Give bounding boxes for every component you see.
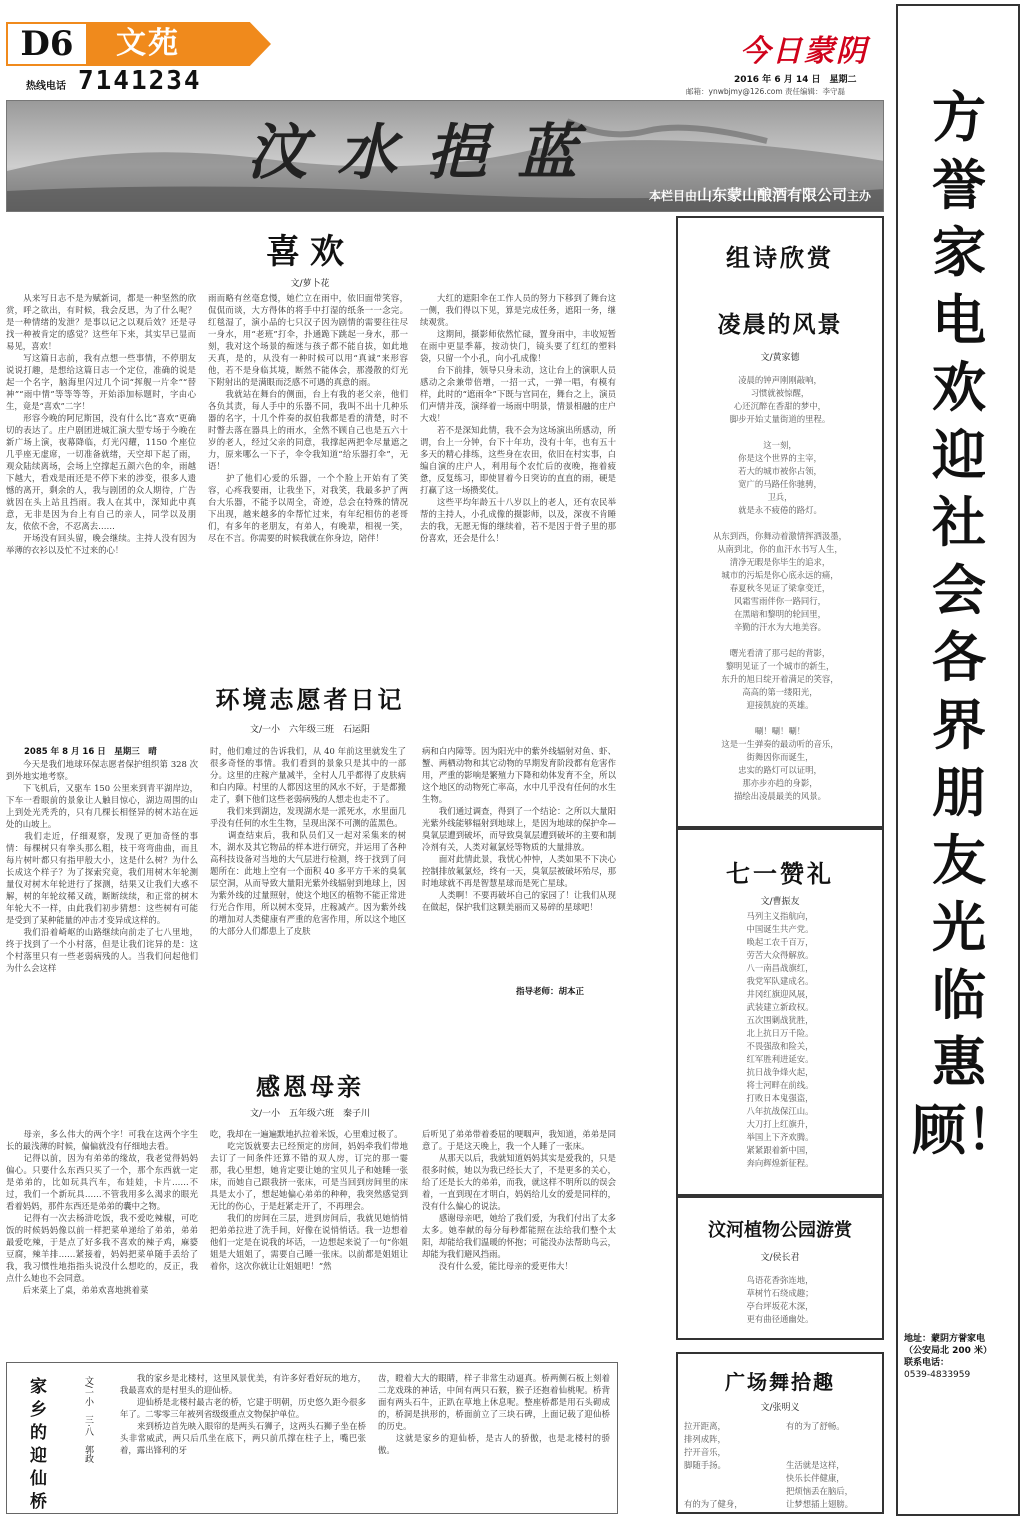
poem3-text: 鸟语花香弥连地， 草树竹石绕成趣； 亭台坪坂花木深， 更有曲径通幽处。	[746, 1275, 814, 1324]
poem4-byline: 文/张明义	[760, 1403, 800, 1413]
article2-column-3: 病和白内障等。因为阳光中的紫外线辐射对鱼、虾、蟹、两栖动物和其它动物的早期发育阶段都有危害作用，严重的影响是繁殖力下降和幼体发育不全，所以这个地区的动物死亡率高，水中几乎没有任何的水生生物。 我们通过调查，得到了一个结论：之所以大量阳光紫外线能够辐射到地球上，是因为地球的保护伞—臭氧层遭到破坏，而导致臭氧层遭到破坏的主要和制冷剂有关，人类对氟氯烃等物质的大量排放。 面对此情此景，我忧心忡忡，人类如果不下决心控制排放氟氯烃，终有一天，臭氧层被破坏殆尽，那时地球就不再是智慧星球而是死亡星球。 人类啊！不要再破坏自己的家园了！让我们从现在做起，保护我们这颗美丽而又易碎的星球吧！	[422, 746, 616, 912]
poem3-byline: 文/侯长君	[760, 1253, 800, 1263]
page-code: D6	[6, 22, 88, 66]
ad-address-label: 地址：	[904, 1334, 932, 1344]
article3-column-2: 吃，我却在一遍遍默地扒拉着米饭，心里难过极了。 吃完饭就要去已经预定的房间，妈妈牵我们带地去订了一间条件还算不错的双人房，订完的那一霎那，我心里想，她肯定要让她的宝贝儿子和她睡一张床，而她自己跟我挤一张床，可是当回到房间里的床具是太小了，想起她偏心弟弟的种种，我突然感觉到无比的伤心，于是赶紧走开了，不再理会。 我们的房间在三层，进到房间后，我就见她悄悄把弟弟拉进了洗手间，好像在说悄悄话。我一边想着他们一定是在说我的坏话，一边想起来说了一句“你姐姐是大姐姐了，需要自己睡一张床。以前都是姐姐让着你，这次你就让让姐姐吧！”然	[210, 1129, 408, 1271]
article1-column-2: 雨而略有丝毫怠慢，她伫立在雨中，依旧面带笑容，侃侃而谈，大方得体的将手中打湿的纸条一一念完。红毯湿了，演小品的七只汉子因为剧情的需要往往尽一身水，用“老班”打伞，扑通跪下跳起一身水，那一刻，我对这个场景的痴迷与孩子都不能自拔，如此地天真，是的，从没有一种时候可以用“真诚”来形容他，若不是身临其境，断然不能体会，那漫散的灯光下附射出的是满眼而泛感不可遇的真意的雨。 我就站在舞台的侧面，台上有我的老父亲，他们各负其责，每人手中的乐器不同，我叫不出十几种乐器的名字，十几个件奏的叔伯我都是看的清楚，时不时瞥去落在器具上的雨水，全然不顾自己也是五六十岁的老人，经过父亲的同意，我撑起两把伞尽量遮之力，原来哪么一下子，伞令我知道“给乐器打伞”，无语！ 护了他们心爱的乐器，一个个脸上开始有了笑容，心疼我要雨，让我坐下，对我笑，我最多护了两台大乐器，不能予以周全，奇迹，总会在特殊的情况下出现，越来越多的伞帮忙过来，有年纪相仿的老哥们，有多年的老朋友，有弟人，有晚辈，相视一笑，尽在不言。你需要的时候我就在你身边，陪伴！	[208, 293, 408, 543]
article4-byline: 文/一小 三·八 郭政	[83, 1376, 93, 1463]
paper-logo: 今日蒙阴	[740, 34, 868, 69]
article1-column-3: 大红的遮阳伞在工作人员的努力下移到了舞台这一侧，我们得以下见，算是完成任务，遮阳一务，继续观赏。 这期间，摄影师依然忙碌，置身雨中，丰收短暂在雨中更显季幕，按动快门，镜头要了红红的塑料袋，只留一个小孔，向小孔成像！ 台下前排，领导只身未动，这让台上的演职人员感动之余兼带倍增，一招一式，一弹一唱，有模有样，此时的“遮雨伞”下既与宫同在，舞台之上，演员们声情并茂，演绎着一场雨中明景，情景相融的庄户大戏！ 若不是深知此情，我不会为这场演出所感动，所谓，台上一分钟，台下十年功，没有十年，也有五十多天的精心排练，这些身在农田，依旧在村实事，白编自演的庄户人，利用每个农忙后的夜晚，拖着疲惫，反复练习，即使冒着今日突访的直直的雨，硬是打赢了这一场攒奖仗。 这些平均年龄五十八岁以上的老人，还有农民举帮的主持人，小孔成像的摄影师，以及，深夜不肯睡去的我，无愿无悔的继续着，若不是因于骨子里的那份喜欢，还会是什么！	[420, 293, 616, 543]
ad-phone: 0539-4833959	[904, 1370, 971, 1380]
poem1-text: 凌晨的钟声刚刚敲响， 习惯就被惊醒， 心还沉醉在香甜的梦中， 脚步开始丈量街道的里程。 这一刻， 你是这个世界的主宰， 若大的城市被你占领， 宽广的马路任你驰骋， 卫兵， 就是永不疲倦的路灯。 从东到西，你舞动着激情挥洒汲墨， 从南到北，你的血汗水书写人生， 清净无暇是你毕生的追求， 城市的污垢是你心底永远的痛， 春夏秋冬见证了梁拿变迁， 风霜雪雨伴你一路同行， 在黑暗和黎明的轮回里， 辛勤的汗水为大地美容。 曙光看清了那弓起的背影， 黎明见证了一个城市的新生， 东升的旭日绽开着满足的笑容， 高高的第一缕阳光， 迎接凯旋的英雄。 唰！唰！唰！ 这是一生弹奏的最动听的音乐， 街舞因你而诞生， 忠实的路灯可以证明， 那亦步亦趋的身影， 描绘出凌晨最美的风景。	[713, 375, 847, 801]
ad-slogan: 方誉家电欢迎社会各界朋友光临惠顾！	[912, 85, 1020, 1162]
section-name: 文苑	[116, 26, 180, 61]
article3-byline: 文/一小 五年级六班 秦子川	[249, 1109, 371, 1119]
ad-contact	[904, 1333, 1016, 1381]
poem4-right: 有的为了舒畅。 生活就是这样， 快乐长伴健康， 把烦恼丢在脑后， 让梦想插上翅膀。	[786, 1421, 853, 1509]
ad-phone-label: 联系电话：	[904, 1358, 950, 1368]
banner-sponsor	[649, 184, 871, 205]
article4-column-2: 齿，瞪着大大的眼睛，样子非常生动逼真。桥两侧石板上刻着二龙戏珠的神话，中间有两只石猴，猴子还抱着仙桃呢。桥背面有两头石牛，正趴在草地上休息呢。整座桥都是用石头砌成的，桥洞是拱形的，桥面前立了三块石碑，上面记载了迎仙桥的历史。 这就是家乡的迎仙桥，是古人的骄傲，也是北楼村的骄傲。	[378, 1373, 610, 1455]
article2-teacher: 指导老师：胡本正	[516, 987, 585, 997]
poem3-title: 汶河植物公园游赏	[708, 1220, 852, 1241]
poem1-byline: 文/黄家德	[760, 353, 800, 363]
article2-byline: 文/一小 六年级三班 石运阳	[249, 725, 371, 735]
hotline-number: 7141234	[78, 66, 202, 96]
article3-title: 感恩母亲	[256, 1072, 364, 1101]
article4-title: 家乡的迎仙桥	[30, 1377, 47, 1512]
poem4-title: 广场舞拾趣	[725, 1370, 835, 1394]
hotline-label: 热线电话	[26, 81, 66, 92]
poem2-byline: 文/曹振友	[760, 897, 800, 907]
ad-address-value: 蒙阴方誉家电	[931, 1334, 986, 1344]
sponsor-prefix: 本栏目由	[648, 189, 697, 203]
article2-column-2: 时，他们难过的告诉我们，从 40 年前这里就发生了很多奇怪的事情。我们看到的景象只是其中的一部分。这里的庄稼产量减半，全村人几乎都得了皮肤病和白内障。村里的人都因这里的风水不好，于是都搬走了，剩下他们这些老弱病残的人想走也走不了。 我们来到湖边，发现湖水是一派死水，水里面几乎没有任何的水生生物，呈现出深不可测的蓝黑色。 调查结束后，我和队员们又一起对采集来的树木，湖水及其它物品的样本进行研究，并运用了各种高科技设备对当地的大气层进行检测，终于找到了问题所在：此地上空有一个面积 40 多平方千米的臭氧层空洞，从而导致大量阳光紫外线辐射到地球上，因为紫外线的过量照射，使这个地区的植物不能正常进行光合作用，所以树木变异，庄稼减产。因为紫外线的增加对人类健康有严重的危害作用，所以这个地区的大部分人们都患上了皮肤	[210, 746, 406, 936]
article1-byline: 文/萝卜花	[290, 279, 330, 289]
issue-date: 2016 年 6 月 14 日 星期二	[734, 75, 857, 85]
banner-title: 汶水挹蓝	[247, 118, 607, 188]
ad-address-note: （公安局北 200 米）	[904, 1346, 993, 1356]
article2-column-1: 今天是我们地球环保志愿者保护组织第 328 次到外地实地考察。 下飞机后，又驱车 150 公里来到青平湖岸边，下车一看眼前的景象让人触目惊心，湖边周围的山上到处光秃秃的，只有几棵长相怪异的树木站在远处的山坡上。 我们走近，仔细观察，发现了更加奇怪的事情：每棵树只有拳头那么粗，枝干弯弯曲曲，而且每片树叶都只有指甲般大小，这是什么树？为什么长成这个样子？为了探索究竟，我们用树木年轮测量仪对树木年轮进行了探测，结果又让我们大惑不解，树的年轮纹稀又疏，断断续续，和正常的树木年轮大不一样，由此我们初步猜想：这些树有可能是受到了某种能量的冲击才变异成这样的。 我们沿着崎岖的山路继续向前走了七八里地，终于找到了一个小村落，但是让我们诧异的是：这个村落里只有一些老弱病残的人。当我们问起他们为什么会这样	[6, 759, 198, 973]
poem2-text: 马列主义指航向， 中国诞生共产党。 唤起工农千百万， 劳苦大众得解放。 八一南昌战旗红， 我党军队建成名。 井冈红旗迎风展， 武装建立新政权。 五次围剿战犹胜， 北上抗日万千险。 不畏强敌和险关， 红军胜利进延安。 抗日战争烽火起， 将士河畔在前线。 打败日本鬼强盗， 八年抗战保江山。 大刀打上红旗升， 举国上下齐欢腾。 紧紧跟着新中国， 奔向辉煌新征程。	[746, 911, 814, 1168]
poem2-title: 七一赞礼	[726, 859, 834, 888]
ad-address	[904, 1333, 1016, 1345]
poem1-title: 凌晨的风景	[717, 311, 843, 338]
banner	[6, 100, 884, 212]
page-header	[6, 22, 886, 102]
article2-dateline: 2085 年 8 月 16 日 星期三 晴	[24, 747, 157, 757]
article3-column-1: 母亲，多么伟大的两个字！可我在这两个字生长的最浅薄的时候，偏偏就没有仔细地去看。 记得以前，因为有弟弟的缘故，我老觉得妈妈偏心。只要什么东西只买了一个，那个东西就一定是弟弟的，比如玩具汽车，布娃娃，卡片……不过，我们一个新玩具……不管我用多么渴求的眼光看着妈妈，那件东西还是弟弟的囊中之物。 记得有一次去杨浒吃饭，我不爱吃辣椒，可吃饭的时候妈妈像以前一样把菜单递给了弟弟，弟弟最爱吃辣，于是点了好多我不喜欢的辣子鸡，麻婆豆腐，辣羊排……紧接着，妈妈把菜单随手丢给了我，我习惯性地指指头说没什么想吃的，反正，我点什么她也不会同意。 后来菜上了桌，弟弟欢喜地挑着菜	[6, 1129, 198, 1295]
article2-title: 环境志愿者日记	[215, 685, 405, 714]
group-title: 组诗欣赏	[726, 243, 834, 272]
article4-column-1: 我的家乡是北楼村，这里风景优美，有许多好看好玩的地方，我最喜欢的是村里头的迎仙桥。 迎仙桥是北楼村最古老的桥，它建于明朝，历史悠久距今很多年了。二零零三年被列省级级重点文物保护单位。 来到桥边首先映入眼帘的是两头石狮子，这两头石狮子坐在桥头非常威武，两只后爪坐在底下，两只前爪撑在柱子上，嘴巴张着，露出锋利的牙	[120, 1373, 366, 1455]
article1-title: 喜欢	[266, 232, 354, 272]
editor-contact: 邮箱：ynwbjmy@126.com 责任编辑：李守磊	[686, 87, 846, 96]
article1-column-1: 从来写日志不是为赋新词，都是一种坚然的欣赏，呼之欲出，有时候，我会反思，为了什么呢？是一种情绪的发泄？是事以记之以观后效？还是寻找一种被肯定的感觉？这些年下来，其实早已显而易见，喜欢！ 写这篇日志前，我有点想一些事情，不停朋友说说打趣，是想给这篇日志一个定位，准确的说是起一个名字，脑海里闪过几个词“挥舰一片伞”“替神”“雨中情”等等等等，开始添加标题时，字由心生，竟是“喜欢”二字！ 形容今晚的阿尼斯国，没有什么比“喜欢”更确切的表达了。庄户剧团进城汇演大型专场于今晚在新广场上演，夜幕降临，灯光闪耀，1150 个座位几乎座无虚席，一切准备就绪，天空却下起了雨，观众陆续离场，会场上空撑起五颜六色的伞，雨越下越大，看戏是雨还是不停下来的涉变，很多人遗憾的离开，剩余的人，我与剧团的众人期待，广告就因在头上站且挡雨。我人在其中，深知此中真意，无非是因为台上有自己的亲人，同学以及朋友，依依不舍，不忍离去…… 开场没有回头留，晚会继续。主持人没有因为举薄的衣衫以及忙不过来的心！	[6, 293, 196, 555]
poem4-left: 拉开距离， 排列成阵， 拧开音乐， 脚随手扬。 有的为了健身，	[684, 1421, 743, 1509]
article3-column-3: 后听见了弟弟带着委屈的哽咽声，我知道，弟弟是同意了。于是这天晚上，我一个人睡了一张床。 从那天以后，我就知道妈妈其实是爱我的，只是很多时候，她以为我已经长大了，不是更多的关心，给了还是长大的弟弟，而我，就这样不明所以的误会着，一直到现在才明白，妈妈给儿女的爱是同样的，没有什么偏心的说法。 感谢母亲吧，她给了我们爱，为我们付出了太多太多。她奉献的每分每秒都能照在法给我们整个太阳，却能给我们温暖的怀抱；可能没办法帮助鸟云，却能为我们避风挡雨。 没有什么爱，能比母亲的爱更伟大！	[422, 1129, 616, 1271]
sponsor-suffix: 主办	[846, 189, 871, 203]
sponsor-name: 山东蒙山酿酒有限公司	[696, 186, 847, 204]
